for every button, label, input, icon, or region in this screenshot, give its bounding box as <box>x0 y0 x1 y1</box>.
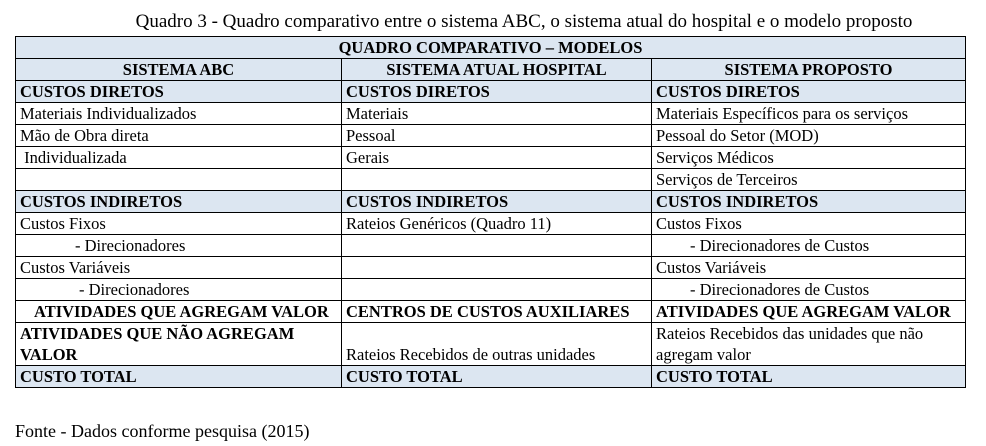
table-row <box>16 257 966 279</box>
table-cell: CUSTO TOTAL <box>342 366 652 388</box>
table-cell: Custos Fixos <box>16 213 342 235</box>
table-cell: Rateios Genéricos (Quadro 11) <box>342 213 652 235</box>
table-row <box>16 81 966 103</box>
table-row <box>16 213 966 235</box>
table-cell: Rateios Recebidos das unidades que não agregam valor <box>652 323 966 366</box>
table-cell: CUSTOS INDIRETOS <box>16 191 342 213</box>
comparison-table <box>15 36 966 388</box>
table-row <box>16 125 966 147</box>
table-row <box>16 191 966 213</box>
table-row <box>16 279 966 301</box>
table-cell: - Direcionadores de Custos <box>652 235 966 257</box>
table-cell: ATIVIDADES QUE AGREGAM VALOR <box>16 301 342 323</box>
table-cell: Custos Fixos <box>652 213 966 235</box>
table-cell: CUSTOS INDIRETOS <box>342 191 652 213</box>
table-cell: Materiais <box>342 103 652 125</box>
table-cell: CUSTOS DIRETOS <box>342 81 652 103</box>
table-cell: Serviços de Terceiros <box>652 169 966 191</box>
table-cell: Custos Variáveis <box>652 257 966 279</box>
table-cell: Custos Variáveis <box>16 257 342 279</box>
table-row <box>16 169 966 191</box>
table-cell: Materiais Específicos para os serviços <box>652 103 966 125</box>
source-note: Fonte - Dados conforme pesquisa (2015) <box>15 421 310 441</box>
table-cell: CUSTO TOTAL <box>652 366 966 388</box>
table-cell: ATIVIDADES QUE NÃO AGREGAM VALOR <box>16 323 342 366</box>
table-cell: CENTROS DE CUSTOS AUXILIARES <box>342 301 652 323</box>
column-header-atual: SISTEMA ATUAL HOSPITAL <box>342 59 652 81</box>
table-cell: Materiais Individualizados <box>16 103 342 125</box>
table-row <box>16 235 966 257</box>
table-cell: - Direcionadores <box>16 235 342 257</box>
column-header-proposto: SISTEMA PROPOSTO <box>652 59 966 81</box>
table-cell: CUSTOS DIRETOS <box>16 81 342 103</box>
table-cell <box>342 279 652 301</box>
table-row <box>16 147 966 169</box>
table-title: QUADRO COMPARATIVO – MODELOS <box>16 37 966 59</box>
table-row <box>16 103 966 125</box>
table-cell: CUSTO TOTAL <box>16 366 342 388</box>
table-caption: Quadro 3 - Quadro comparativo entre o sistema ABC, o sistema atual do hospital e o modelo proposto <box>135 11 913 32</box>
table-cell: - Direcionadores de Custos <box>652 279 966 301</box>
table-cell: Individualizada <box>16 147 342 169</box>
table-cell: Mão de Obra direta <box>16 125 342 147</box>
table-cell: Serviços Médicos <box>652 147 966 169</box>
table-cell: CUSTOS DIRETOS <box>652 81 966 103</box>
table-cell: Pessoal do Setor (MOD) <box>652 125 966 147</box>
table-cell: Pessoal <box>342 125 652 147</box>
table-row <box>16 301 966 323</box>
table-row <box>16 366 966 388</box>
column-header-abc: SISTEMA ABC <box>16 59 342 81</box>
table-cell <box>342 169 652 191</box>
table-cell <box>342 235 652 257</box>
table-cell <box>342 257 652 279</box>
table-row <box>16 323 966 366</box>
table-cell: - Direcionadores <box>16 279 342 301</box>
table-cell <box>16 169 342 191</box>
table-header-row <box>16 59 966 81</box>
table-cell: CUSTOS INDIRETOS <box>652 191 966 213</box>
table-cell: Gerais <box>342 147 652 169</box>
table-cell: Rateios Recebidos de outras unidades <box>342 323 652 366</box>
table-cell: ATIVIDADES QUE AGREGAM VALOR <box>652 301 966 323</box>
